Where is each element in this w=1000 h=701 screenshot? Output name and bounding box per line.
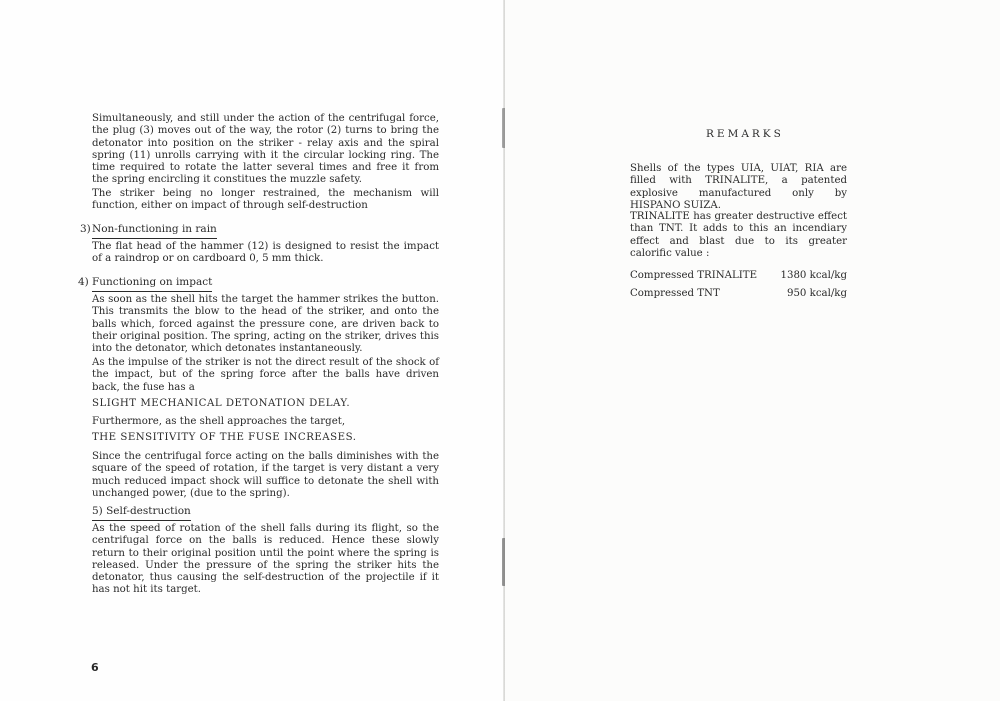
energy-label: Compressed TRINALITE bbox=[630, 270, 758, 281]
section-4-heading: Functioning on impact bbox=[92, 276, 212, 292]
energy-row-trinalite bbox=[630, 269, 847, 282]
energy-value: 1380 kcal/kg bbox=[780, 270, 847, 281]
section-3-number: 3) bbox=[80, 223, 91, 235]
release-paragraph: The striker being no longer restrained, the mechanism will function, either on impact of through self-destruction bbox=[92, 188, 439, 212]
section-5-text: As the speed of rotation of the shell falls during its flight, so the centrifugal force on the balls is reduced. Hence these slowly return to their original position until the point where the spring is released. Under the pressure of the spring the striker hits the detonator, thus causing the self-destruction of the projectile if it has not hit its target. bbox=[92, 523, 439, 596]
right-page bbox=[505, 0, 1000, 701]
section-4-paragraph-2: As the impulse of the striker is not the direct result of the shock of the impact, but of the spring force after the balls have driven back, the fuse has a bbox=[92, 357, 439, 393]
energy-value: 950 kcal/kg bbox=[786, 288, 847, 299]
energy-label: Compressed TNT bbox=[630, 288, 720, 299]
section-3-heading: Non-functioning in rain bbox=[92, 223, 217, 239]
section-3-text: The flat head of the hammer (12) is designed to resist the impact of a raindrop or on cardboard 0, 5 mm thick. bbox=[92, 241, 439, 265]
sensitivity-statement: THE SENSITIVITY OF THE FUSE INCREASES. bbox=[92, 432, 357, 443]
section-5-heading: 5) Self-destruction bbox=[92, 505, 191, 521]
remarks-paragraph-2: TRINALITE has greater destructive effect than TNT. It adds to this an incendiary effect and blast due to its greater calorific value : bbox=[630, 211, 847, 259]
section-4-paragraph-3: Furthermore, as the shell approaches the target, bbox=[92, 416, 346, 427]
remarks-paragraph-1: Shells of the types UIA, UIAT, RIA are filled with TRINALITE, a patented explosive manufactured only by HISPANO SUIZA. bbox=[630, 163, 847, 211]
remarks-heading: REMARKS bbox=[706, 128, 784, 140]
page-number: 6 bbox=[91, 661, 99, 674]
section-4-paragraph-4: Since the centrifugal force acting on the balls diminishes with the square of the speed of rotation, if the target is very distant a very much reduced impact shock will suffice to detonate the shell with unchanged power, (due to the spring). bbox=[92, 451, 439, 499]
detonation-delay-statement: SLIGHT MECHANICAL DETONATION DELAY. bbox=[92, 398, 351, 409]
section-4-number: 4) bbox=[78, 276, 89, 288]
intro-paragraph: Simultaneously, and still under the action of the centrifugal force, the plug (3) moves out of the way, the rotor (2) turns to bring the detonator into position on the striker - relay axis and the spiral spring (11) unrolls carrying with it the circular locking ring. The time required to rotate the latter several times and free it from the spring encircling it constitues the muzzle safety. bbox=[92, 113, 439, 186]
energy-row-tnt bbox=[630, 287, 847, 300]
section-4-paragraph-1: As soon as the shell hits the target the hammer strikes the button. This transmits the blow to the head of the striker, and onto the balls which, forced against the pressure cone, are driven back to their original position. The spring, acting on the striker, drives this into the detonator, which detonates instantaneously. bbox=[92, 294, 439, 355]
